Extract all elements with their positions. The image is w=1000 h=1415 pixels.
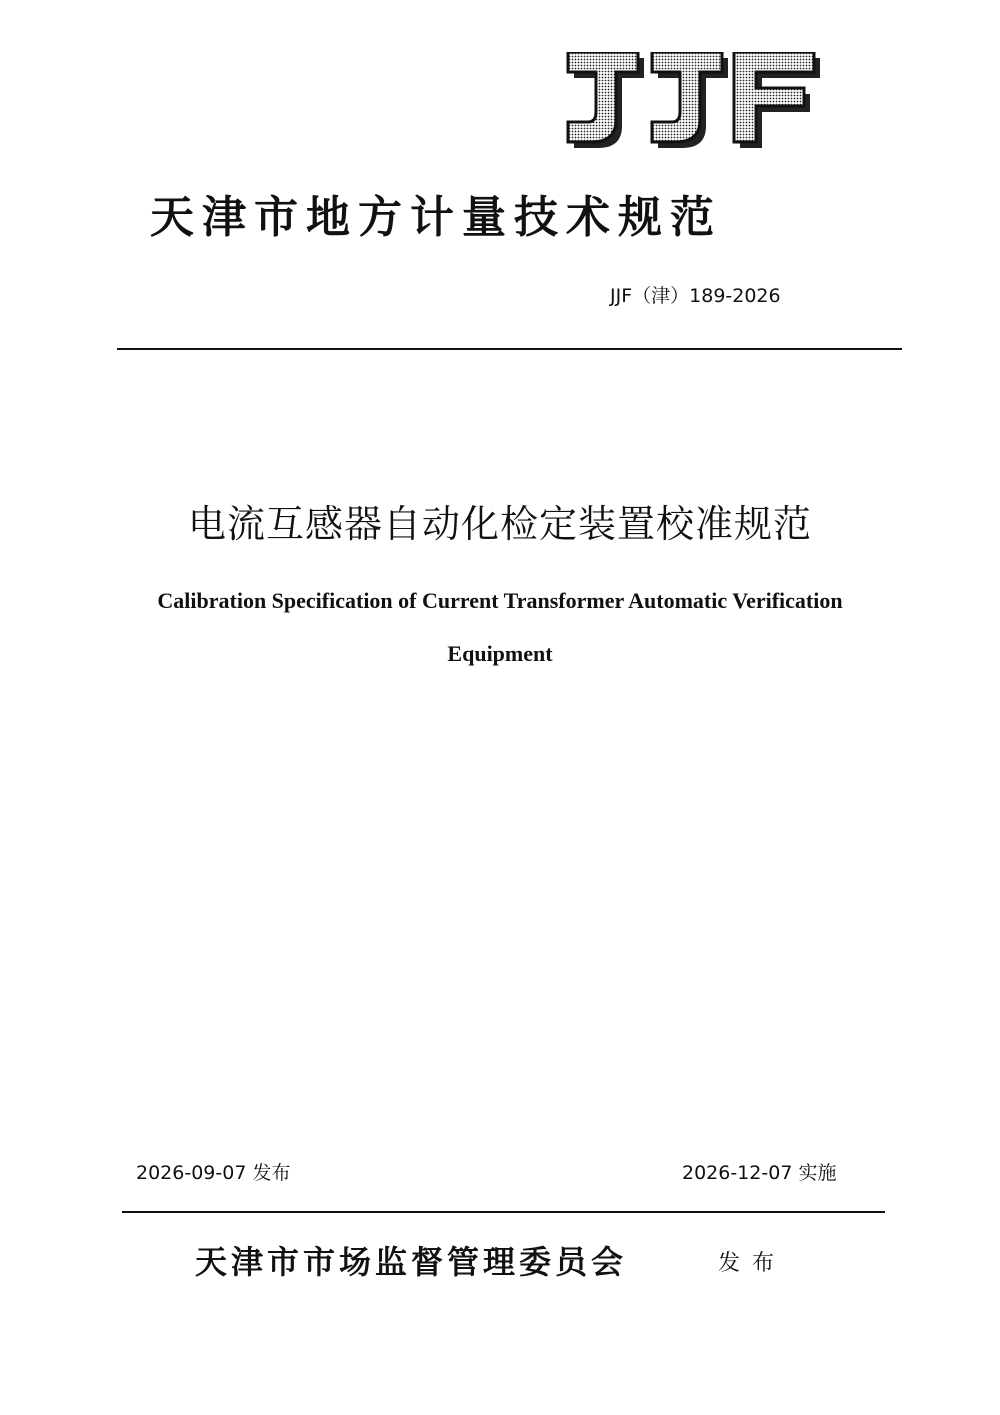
issue-date: 2026-09-07 发布 — [136, 1162, 291, 1184]
jjf-logo — [562, 52, 824, 148]
top-divider — [117, 348, 902, 350]
title-english-line2: Equipment — [447, 641, 553, 666]
publisher: 天津市市场监督管理委员会 — [195, 1243, 628, 1281]
implementation-date: 2026-12-07 实施 — [682, 1162, 837, 1184]
title-chinese: 电流互感器自动化检定装置校准规范 — [187, 502, 812, 546]
bottom-divider — [122, 1211, 885, 1213]
org-title: 天津市地方计量技术规范 — [150, 192, 722, 243]
document-code: JJF（津）189-2026 — [610, 285, 781, 307]
title-english-line1: Calibration Specification of Current Transformer Automatic Verification — [157, 588, 843, 613]
publish-label: 发布 — [718, 1251, 787, 1276]
